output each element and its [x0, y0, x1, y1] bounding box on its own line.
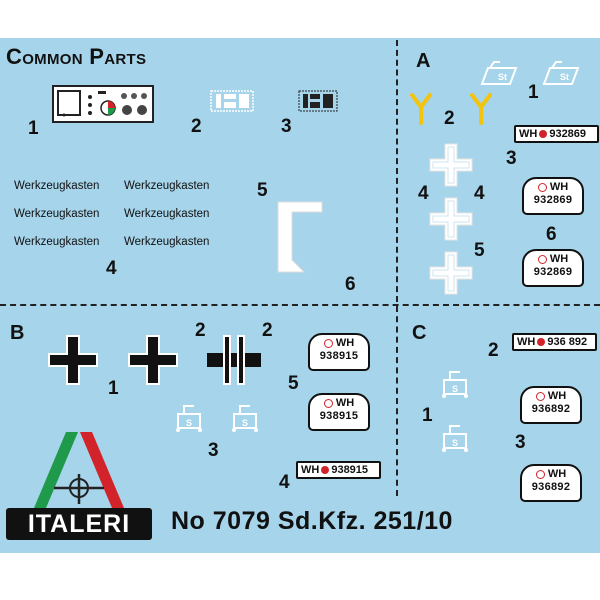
section-c-letter: C: [412, 322, 427, 344]
white-corner-decal: [274, 200, 324, 280]
sign-text: S: [452, 438, 459, 448]
license-plate-square-a-1: [522, 177, 584, 215]
common-label-4: 4: [106, 258, 117, 279]
license-plate-square-b-2: [308, 393, 370, 431]
plate-dot-icon: [539, 130, 547, 138]
toolbox-text-1: Werkzeugkasten: [14, 180, 100, 192]
section-a-letter: A: [416, 50, 431, 72]
license-plate-square-a-2: [522, 249, 584, 287]
license-plate-square-c-1: [520, 386, 582, 424]
plate-prefix: WH: [517, 336, 536, 348]
license-plate-long-b: [296, 461, 381, 479]
sign-text: S: [452, 384, 459, 394]
balkenkreuz-decal-3: [205, 333, 263, 387]
white-stencil-decal: [210, 90, 254, 112]
common-label-2: 2: [191, 116, 202, 137]
kit-title: No 7079 Sd.Kfz. 251/10: [171, 507, 453, 535]
white-cross-decal-2: [428, 196, 474, 242]
common-label-5: 5: [257, 180, 268, 201]
common-label-3: 3: [281, 116, 292, 137]
plate-number: 932869: [533, 266, 573, 278]
tactical-sign-a-1: [478, 60, 518, 86]
plate-prefix: WH: [547, 390, 567, 402]
yellow-rune-decal-2: [470, 93, 492, 125]
license-plate-long-c: [512, 333, 597, 351]
tactical-sign-c-2: [436, 422, 472, 452]
plate-number: 936 892: [547, 336, 588, 348]
sign-text: St: [498, 72, 507, 82]
plate-number: 938915: [319, 350, 359, 362]
toolbox-text-5: Werkzeugkasten: [14, 236, 100, 248]
italeri-logo-mark: [22, 428, 136, 510]
section-c-label-3: 3: [515, 432, 526, 453]
plate-number: 936892: [531, 481, 571, 493]
balkenkreuz-decal-2: [126, 333, 180, 387]
plate-prefix: WH: [549, 181, 569, 193]
section-a-label-6: 6: [546, 224, 557, 245]
plate-dot-icon: [321, 466, 329, 474]
license-plate-square-b-1: [308, 333, 370, 371]
toolbox-text-4: Werkzeugkasten: [124, 208, 210, 220]
section-b-letter: B: [10, 322, 25, 344]
plate-prefix: WH: [519, 128, 538, 140]
plate-dot-icon: [537, 338, 545, 346]
section-c-label-2: 2: [488, 340, 499, 361]
section-a-label-1: 1: [528, 82, 539, 103]
divider-horizontal: [0, 304, 600, 306]
instrument-panel-decal: [52, 85, 154, 123]
section-b-label-1: 1: [108, 378, 119, 399]
plate-dot-icon: [538, 255, 547, 264]
yellow-rune-decal-1: [410, 93, 432, 125]
plate-dot-icon: [324, 339, 333, 348]
plate-prefix: WH: [335, 397, 355, 409]
sign-text: S: [242, 418, 249, 428]
plate-prefix: WH: [301, 464, 320, 476]
balkenkreuz-decal-1: [46, 333, 100, 387]
plate-prefix: WH: [549, 253, 569, 265]
plate-dot-icon: [536, 470, 545, 479]
section-a-label-4b: 4: [474, 183, 485, 204]
plate-number: 938915: [331, 464, 369, 476]
page-title: Common Parts: [6, 44, 147, 69]
divider-vertical-top: [396, 40, 398, 302]
plate-dot-icon: [324, 399, 333, 408]
white-cross-decal-1: [428, 142, 474, 188]
sign-text: S: [186, 418, 193, 428]
license-plate-square-c-2: [520, 464, 582, 502]
section-a-label-2: 2: [444, 108, 455, 129]
white-cross-decal-3: [428, 250, 474, 296]
divider-vertical-bottom: [396, 306, 398, 496]
tactical-sign-a-2: [540, 60, 580, 86]
section-b-label-2a: 2: [195, 320, 206, 341]
common-label-1: 1: [28, 118, 39, 139]
common-label-6: 6: [345, 274, 356, 295]
black-stencil-decal: [298, 90, 338, 112]
section-c-label-1: 1: [422, 405, 433, 426]
section-b-label-5: 5: [288, 373, 299, 394]
license-plate-long-a: [514, 125, 599, 143]
italeri-brand: ITALERI: [6, 508, 152, 540]
plate-prefix: WH: [335, 337, 355, 349]
section-b-label-4: 4: [279, 472, 290, 493]
plate-number: 932869: [533, 194, 573, 206]
tactical-sign-b-2: [226, 402, 262, 432]
section-b-label-3: 3: [208, 440, 219, 461]
plate-dot-icon: [536, 392, 545, 401]
toolbox-text-6: Werkzeugkasten: [124, 236, 210, 248]
plate-number: 938915: [319, 410, 359, 422]
plate-prefix: WH: [547, 468, 567, 480]
plate-dot-icon: [538, 183, 547, 192]
toolbox-text-2: Werkzeugkasten: [124, 180, 210, 192]
section-b-label-2b: 2: [262, 320, 273, 341]
plate-number: 936892: [531, 403, 571, 415]
tactical-sign-b-1: [170, 402, 206, 432]
section-a-label-3: 3: [506, 148, 517, 169]
section-a-label-5: 5: [474, 240, 485, 261]
sign-text: St: [560, 72, 569, 82]
section-a-label-4a: 4: [418, 183, 429, 204]
tactical-sign-c-1: [436, 368, 472, 398]
plate-number: 932869: [549, 128, 587, 140]
toolbox-text-3: Werkzeugkasten: [14, 208, 100, 220]
